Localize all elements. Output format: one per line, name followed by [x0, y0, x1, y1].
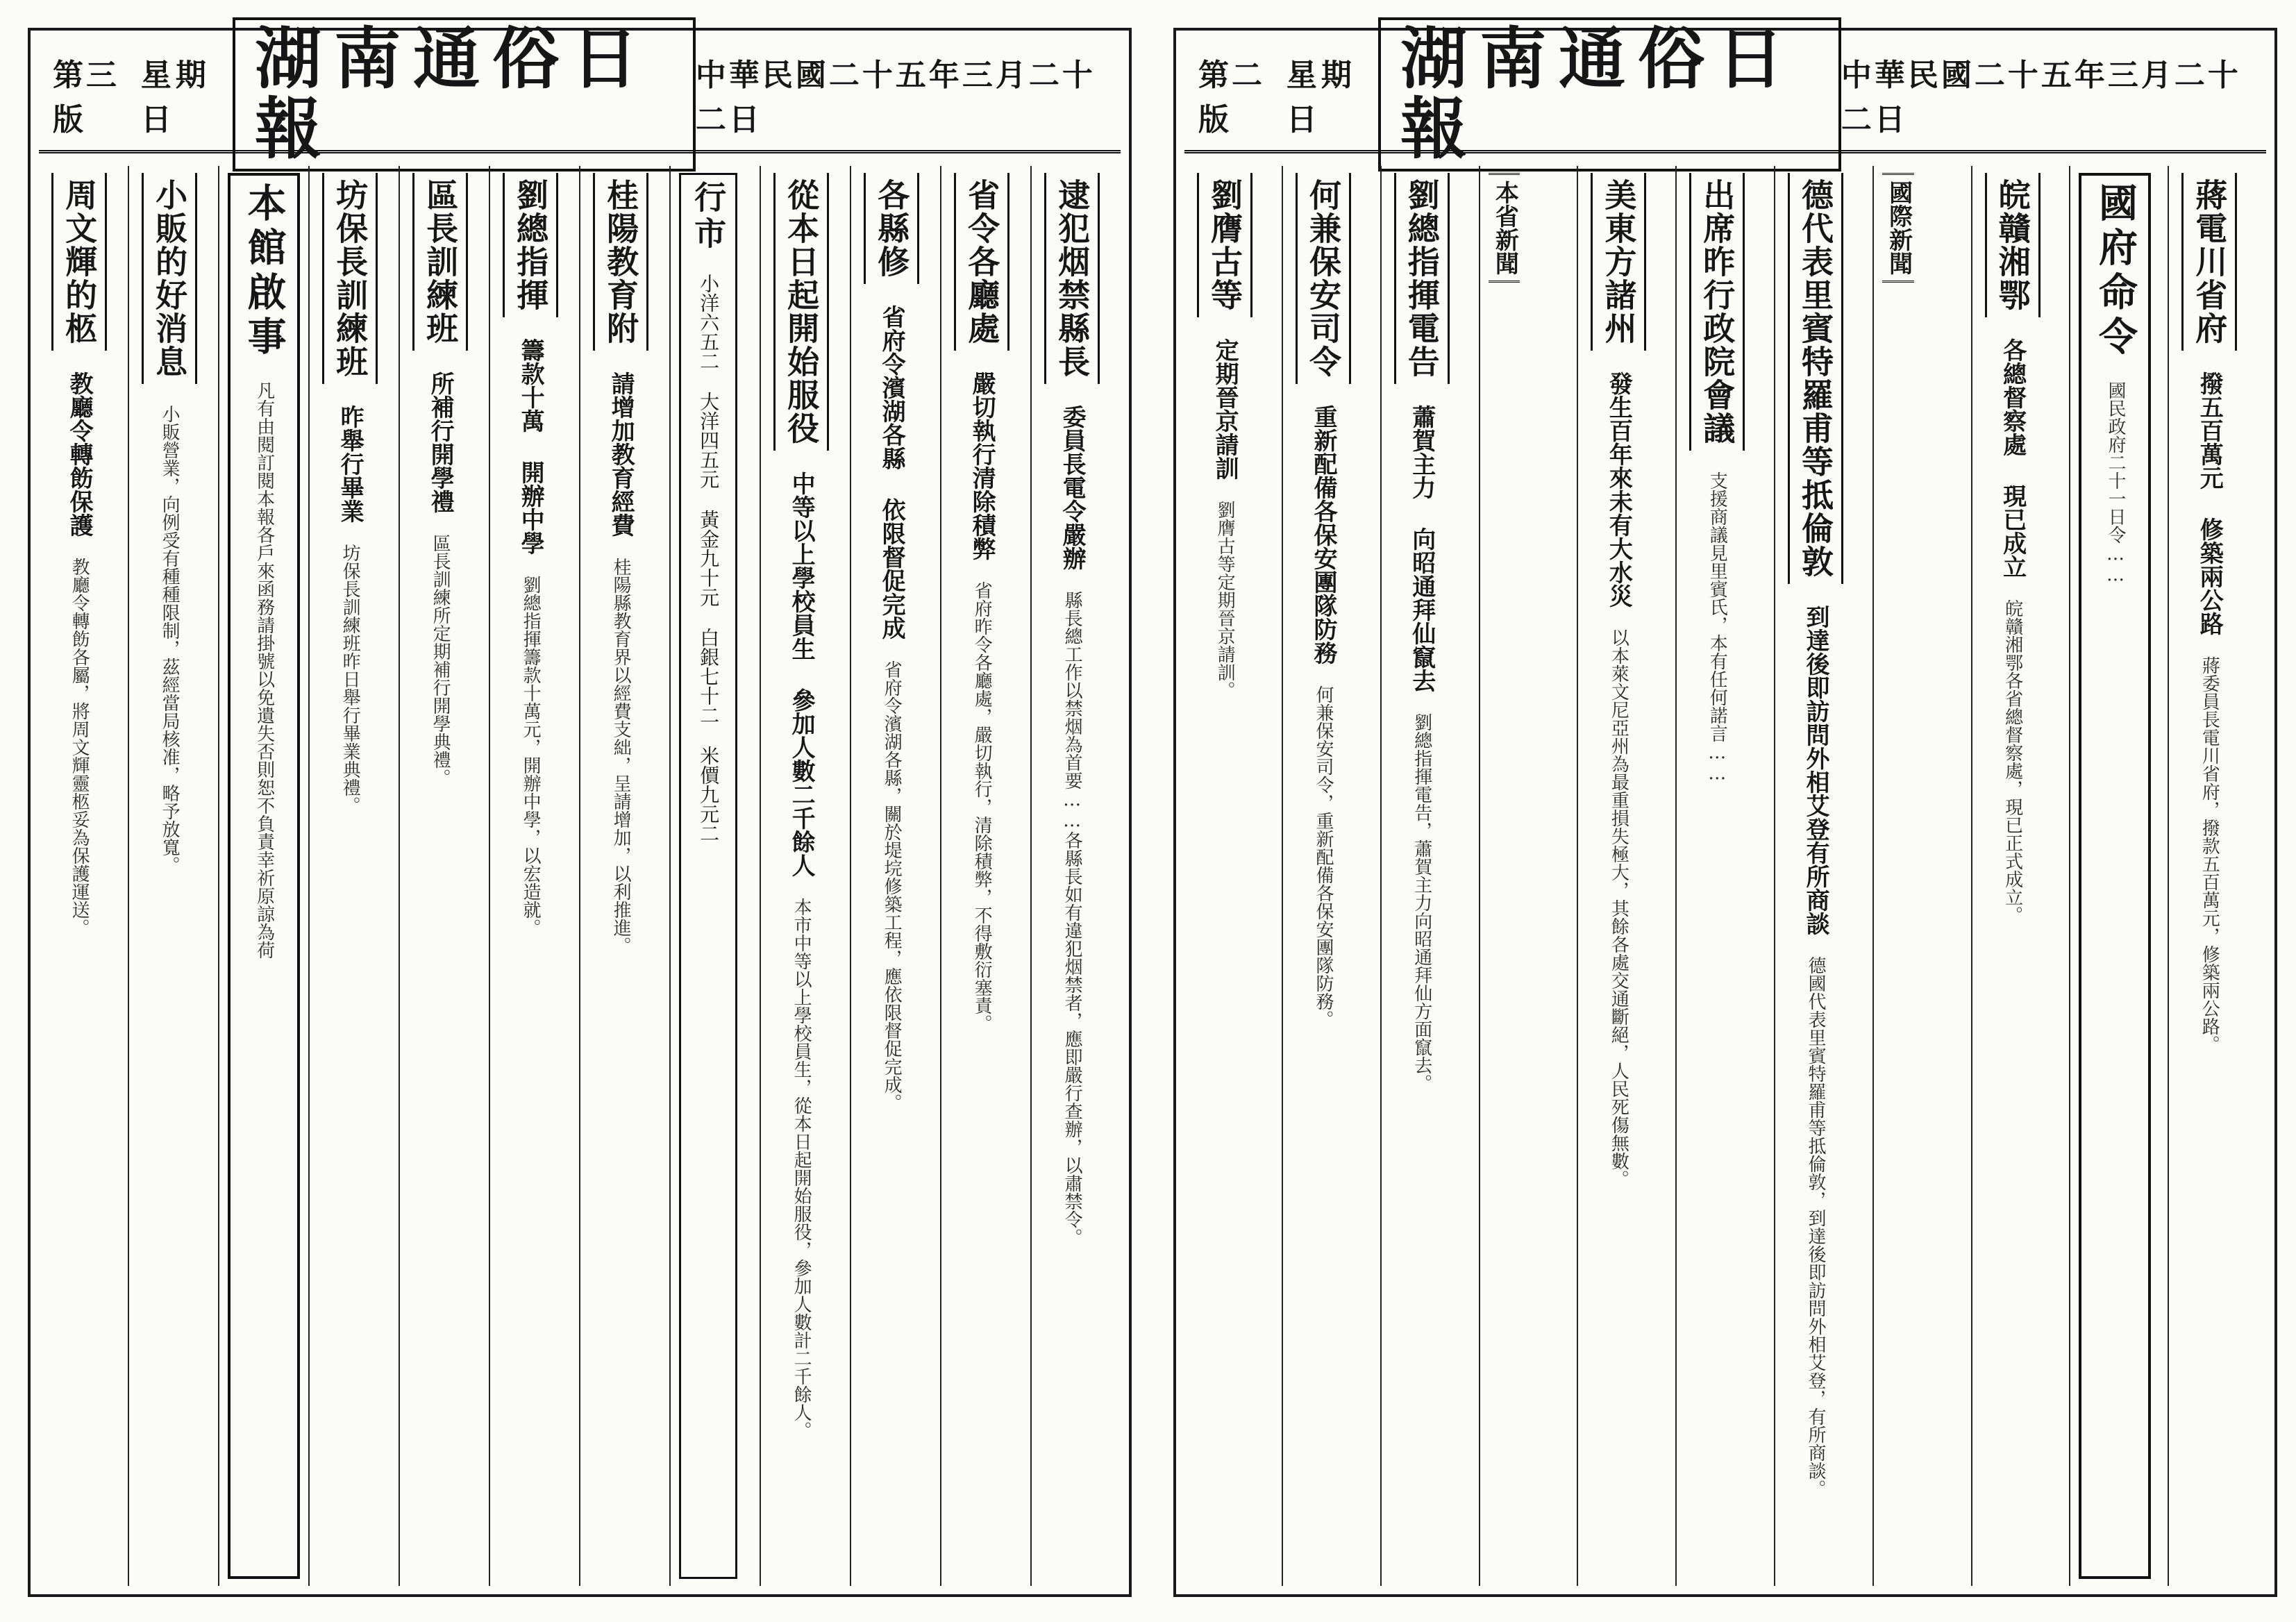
article-headline: 劉總指揮電告 [1394, 173, 1450, 384]
page-label: 第三版 [53, 58, 119, 137]
article-body: 蔣委員長電川省府，撥款五百萬元，修築兩公路。 [2199, 656, 2220, 1053]
article-headline: 各縣修 [864, 173, 919, 284]
article-headline: 美東方諸州 [1591, 173, 1646, 351]
newspaper-title: 湖南通俗日報 [1378, 17, 1841, 172]
article-subhead: 教廳令轉飭保護 [65, 371, 94, 537]
article-body: 本市中等以上學校員生，從本日起開始服役，參加人數計二千餘人。 [791, 898, 812, 1439]
market-line: 米價九元二 [697, 746, 721, 843]
article [1380, 166, 1479, 1586]
masthead [39, 19, 1121, 168]
article-body: 教廳令轉飭各屬，將周文輝靈柩妥為保護運送。 [69, 558, 90, 937]
section-tag-local: 本省新聞 [1489, 173, 1520, 283]
section-column [1479, 166, 1577, 1586]
article [1774, 166, 1872, 1586]
article-body: 劉總指揮電告，蕭賀主力向昭通拜仙方面竄去。 [1411, 713, 1432, 1092]
market-title: 行市 [689, 181, 728, 253]
article [1971, 166, 2070, 1586]
article-headline: 小販的好消息 [142, 173, 197, 384]
market-line: 白銀七十二 [697, 628, 721, 725]
article [128, 166, 218, 1586]
article [1282, 166, 1380, 1586]
article-subhead: 嚴切執行清除積弊 [968, 371, 996, 560]
article-subhead: 發生百年來未有大水災 [1604, 371, 1633, 608]
article [579, 166, 669, 1586]
article [39, 166, 128, 1586]
masthead-weekday: 星期日 [1286, 58, 1356, 137]
masthead-weekday: 星期日 [140, 58, 210, 137]
market-line: 小洋六五二 [697, 274, 721, 371]
article-body: 德國代表里賓特羅甫等抵倫敦，到達後即訪問外相艾登，有所商談。 [1805, 956, 1827, 1498]
article [940, 166, 1030, 1586]
article-body: 國民政府二十一日令…… [2104, 381, 2126, 585]
article-subhead: 籌款十萬 開辦中學 [517, 338, 545, 555]
article-headline: 區長訓練班 [412, 173, 468, 351]
newspaper-title: 湖南通俗日報 [233, 17, 696, 172]
article-subhead: 定期晉京請訓 [1211, 338, 1239, 480]
article [399, 166, 489, 1586]
article [850, 166, 940, 1586]
gov-decree-title: 國府命令 [2092, 183, 2138, 360]
newspaper-page-left [28, 19, 1132, 1597]
section-column [1872, 166, 1971, 1586]
article-body: 以本萊文尼亞州為最重損失極大，其餘各處交通斷絕，人民死傷無數。 [1608, 628, 1629, 1188]
article-headline: 劉膺古等 [1197, 173, 1252, 317]
article-body: 何兼保安司令，重新配備各保安團隊防務。 [1312, 685, 1334, 1028]
article-headline: 省令各廳處 [954, 173, 1009, 351]
article [2069, 166, 2168, 1586]
article-subhead: 各總督察處 現已成立 [1998, 338, 2027, 578]
article-subhead: 撥五百萬元 修築兩公路 [2195, 371, 2224, 635]
notice-body: 凡有由閱訂閱本報各戶來函務請掛號以免遺失否則恕不負責幸祈原諒為荷 [253, 381, 275, 959]
masthead-date: 中華民國二十五年三月二十二日 [1841, 58, 2241, 137]
article [1577, 166, 1675, 1586]
article-body: 省府昨令各廳處，嚴切執行，清除積弊，不得敷衍塞責。 [971, 581, 993, 1032]
article-body: 小販營業，向例受有種種限制，茲經當局核准，略予放寬。 [159, 405, 181, 874]
article [1184, 166, 1282, 1586]
article-headline: 出席昨行政院會議 [1689, 173, 1745, 451]
page-label: 第二版 [1198, 58, 1265, 137]
article [1675, 166, 1774, 1586]
market-line: 黃金九十元 [697, 510, 721, 607]
notice-column [218, 166, 308, 1586]
article-body: 桂陽縣教育界以經費支絀，呈請增加，以利推進。 [610, 558, 632, 955]
article-body: 皖贛湘鄂各省總督察處，現已正式成立。 [2002, 599, 2023, 924]
article-headline: 何兼保安司令 [1296, 173, 1351, 384]
article-body: 區長訓練所定期補行開學典禮。 [430, 534, 451, 787]
section-tag-international: 國際新聞 [1882, 173, 1914, 283]
article-headline: 坊保長訓練班 [322, 173, 378, 384]
article-body: 省府令濱湖各縣，關於堤垸修築工程，應依限督促完成。 [881, 660, 903, 1112]
article-subhead: 蕭賀主力 向昭通拜仙竄去 [1407, 405, 1436, 692]
article-body: 坊保長訓練班昨日舉行畢業典禮。 [340, 544, 361, 814]
notice-box [228, 173, 300, 1579]
article [489, 166, 579, 1586]
article-subhead: 委員長電令嚴辦 [1058, 405, 1087, 570]
article-body: 縣長總工作以禁烟為首要……各縣長如有違犯烟禁者，應即嚴行查辦，以肅禁令。 [1062, 591, 1083, 1246]
newspaper-page-right [1173, 19, 2277, 1597]
article-headline: 桂陽教育附 [593, 173, 648, 351]
article-headline: 從本日起開始服役 [773, 173, 829, 451]
article-subhead: 到達後即訪問外相艾登有所商談 [1802, 605, 1830, 935]
article-headline: 蔣電川省府 [2181, 173, 2237, 351]
article [308, 166, 399, 1586]
article-body: 劉總指揮籌款十萬元，開辦中學，以宏造就。 [520, 576, 542, 937]
article-body: 支援商議見里賓氏，本有任何諾言…… [1707, 471, 1728, 784]
gov-decree-box [2079, 173, 2151, 1579]
masthead-date: 中華民國二十五年三月二十二日 [695, 58, 1096, 137]
article-subhead: 請增加教育經費 [607, 371, 635, 537]
article-body: 劉膺古等定期晉京請訓。 [1214, 501, 1236, 699]
notice-title: 本館啟事 [241, 183, 287, 360]
article-subhead: 昨舉行畢業 [336, 405, 364, 523]
article-subhead: 省府令濱湖各縣 依限督促完成 [878, 305, 906, 639]
market-line: 大洋四五元 [697, 392, 721, 489]
article [2168, 166, 2266, 1586]
market-column [669, 166, 760, 1586]
masthead [1184, 19, 2266, 168]
article-headline: 皖贛湘鄂 [1985, 173, 2041, 317]
article [760, 166, 850, 1586]
article-subhead: 重新配備各保安團隊防務 [1309, 405, 1337, 664]
article-columns [1184, 166, 2266, 1586]
article-headline: 劉總指揮 [503, 173, 558, 317]
article-subhead: 所補行開學禮 [426, 371, 455, 513]
article-columns [39, 166, 1121, 1586]
article-headline: 周文輝的柩 [51, 173, 107, 351]
article-subhead: 中等以上學校員生 參加人數二千餘人 [787, 471, 816, 877]
article-headline: 德代表里賓特羅甫等抵倫敦 [1788, 173, 1843, 584]
article-headline: 逮犯烟禁縣長 [1044, 173, 1100, 384]
market-box [679, 173, 737, 1579]
article [1030, 166, 1121, 1586]
